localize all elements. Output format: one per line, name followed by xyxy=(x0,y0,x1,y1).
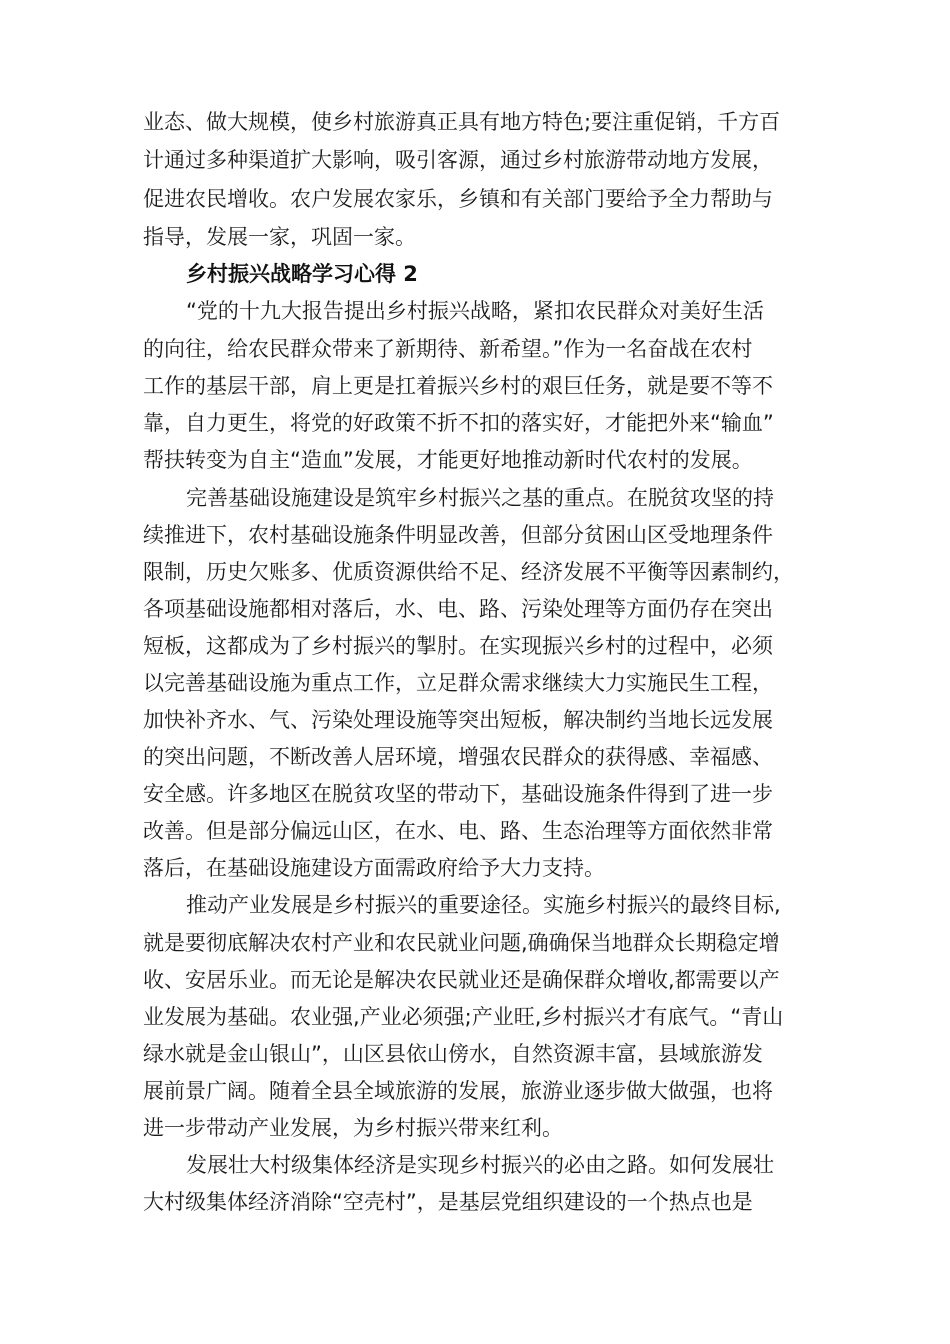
text-line: 的向往，给农民群众带来了新期待、新希望。”作为一名奋战在农村 xyxy=(143,337,753,361)
text-line: 各项基础设施都相对落后，水、电、路、污染处理等方面仍存在突出 xyxy=(143,597,773,621)
text-line: 就是要彻底解决农村产业和农民就业问题,确确保当地群众长期稳定增 xyxy=(143,931,780,955)
text-line: 计通过多种渠道扩大影响，吸引客源，通过乡村旅游带动地方发展， xyxy=(143,148,773,172)
text-line: 绿水就是金山银山”，山区县依山傍水，自然资源丰富，县域旅游发 xyxy=(143,1042,763,1066)
text-line: 落后，在基础设施建设方面需政府给予大力支持。 xyxy=(143,856,605,880)
text-line: 续推进下，农村基础设施条件明显改善，但部分贫困山区受地理条件 xyxy=(143,523,773,547)
text-line: 以完善基础设施为重点工作，立足群众需求继续大力实施民生工程， xyxy=(143,671,773,695)
text-line: 大村级集体经济消除“空壳村”，是基层党组织建设的一个热点也是 xyxy=(143,1190,753,1214)
text-line: 帮扶转变为自主“造血”发展，才能更好地推动新时代农村的发展。 xyxy=(143,448,753,472)
text-line: 展前景广阔。随着全县全域旅游的发展，旅游业逐步做大做强，也将 xyxy=(143,1079,773,1103)
text-line: 加快补齐水、气、污染处理设施等突出短板，解决制约当地长远发展 xyxy=(143,708,773,732)
section-heading: 乡村振兴战略学习心得 2 xyxy=(186,262,418,286)
text-line: 短板，这都成为了乡村振兴的掣肘。在实现振兴乡村的过程中，必须 xyxy=(143,634,773,658)
text-line: 收、安居乐业。而无论是解决农民就业还是确保群众增收,都需要以产 xyxy=(143,968,780,992)
text-line: 改善。但是部分偏远山区，在水、电、路、生态治理等方面依然非常 xyxy=(143,819,773,843)
text-line: 完善基础设施建设是筑牢乡村振兴之基的重点。在脱贫攻坚的持 xyxy=(186,486,774,510)
text-line: 限制，历史欠账多、优质资源供给不足、经济发展不平衡等因素制约， xyxy=(143,560,794,584)
text-line: 推动产业发展是乡村振兴的重要途径。实施乡村振兴的最终目标, xyxy=(186,893,781,917)
text-line: 业发展为基础。农业强,产业必须强;产业旺,乡村振兴才有底气。“青山 xyxy=(143,1005,784,1029)
text-line: 发展壮大村级集体经济是实现乡村振兴的必由之路。如何发展壮 xyxy=(186,1153,774,1177)
text-line: 指导，发展一家，巩固一家。 xyxy=(143,225,416,249)
text-line: 的突出问题，不断改善人居环境，增强农民群众的获得感、幸福感、 xyxy=(143,745,773,769)
text-line: 进一步带动产业发展，为乡村振兴带来红利。 xyxy=(143,1116,563,1140)
text-line: “党的十九大报告提出乡村振兴战略，紧扣农民群众对美好生活 xyxy=(186,299,764,323)
text-line: 工作的基层干部，肩上更是扛着振兴乡村的艰巨任务，就是要不等不 xyxy=(143,374,773,398)
text-line: 促进农民增收。农户发展农家乐，乡镇和有关部门要给予全力帮助与 xyxy=(143,187,773,211)
text-line: 业态、做大规模，使乡村旅游真正具有地方特色;要注重促销，千方百 xyxy=(143,110,781,134)
text-line: 靠，自力更生，将党的好政策不折不扣的落实好，才能把外来“输血” xyxy=(143,411,774,435)
text-line: 安全感。许多地区在脱贫攻坚的带动下，基础设施条件得到了进一步 xyxy=(143,782,773,806)
